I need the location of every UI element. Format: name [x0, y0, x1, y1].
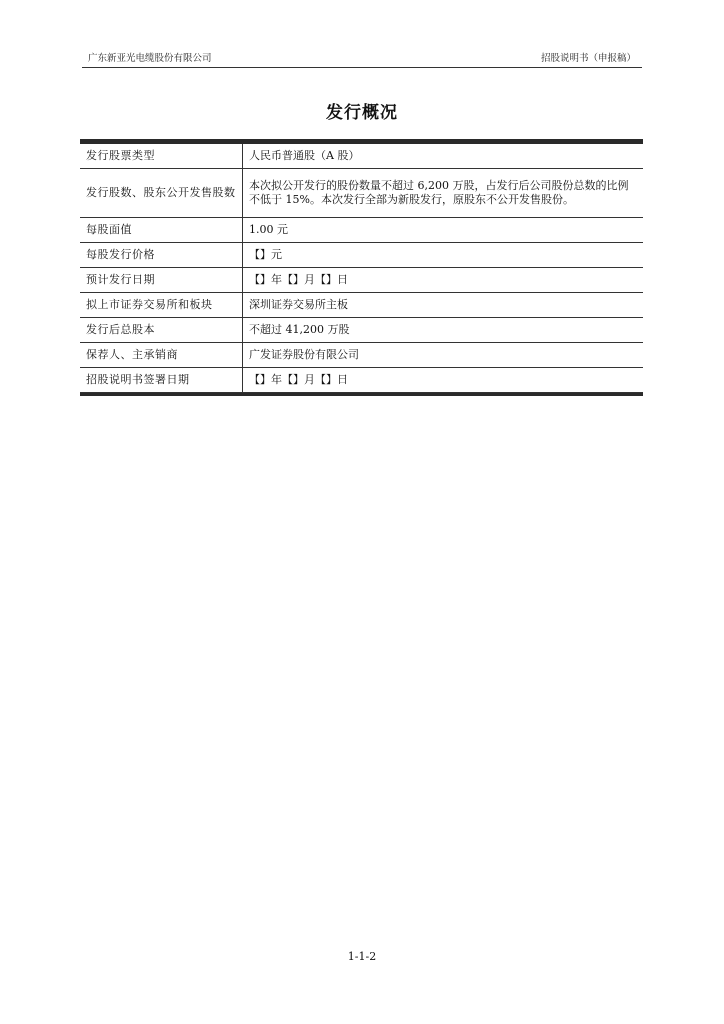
table-row [80, 243, 643, 268]
row-label: 每股面值 [80, 218, 243, 243]
row-value: 本次拟公开发行的股份数量不超过 6,200 万股，占发行后公司股份总数的比例不低于 15%。本次发行全部为新股发行，原股东不公开发售股份。 [243, 169, 644, 218]
table-row [80, 318, 643, 343]
row-value: 不超过 41,200 万股 [243, 318, 644, 343]
page-number: 1-1-2 [347, 950, 377, 963]
row-label: 每股发行价格 [80, 243, 243, 268]
row-label: 发行后总股本 [80, 318, 243, 343]
row-value: 深圳证券交易所主板 [243, 293, 644, 318]
header-rule [82, 67, 642, 68]
row-label: 保荐人、主承销商 [80, 343, 243, 368]
row-value: 【】年【】月【】日 [243, 368, 644, 393]
row-label: 拟上市证券交易所和板块 [80, 293, 243, 318]
table-row [80, 218, 643, 243]
table-row [80, 343, 643, 368]
row-value: 人民币普通股（A 股） [243, 144, 644, 169]
row-value: 广发证券股份有限公司 [243, 343, 644, 368]
row-label: 发行股票类型 [80, 144, 243, 169]
header-document-type: 招股说明书（申报稿） [540, 53, 636, 64]
page-title: 发行概况 [326, 103, 398, 123]
row-value: 【】年【】月【】日 [243, 268, 644, 293]
row-label: 发行股数、股东公开发售股数 [80, 169, 243, 218]
row-value: 【】元 [243, 243, 644, 268]
table-row [80, 268, 643, 293]
row-label: 招股说明书签署日期 [80, 368, 243, 393]
table-row [80, 169, 643, 218]
table-row [80, 144, 643, 169]
table-bottom-rule [80, 393, 643, 396]
row-value: 1.00 元 [243, 218, 644, 243]
issuance-overview-table [80, 139, 643, 396]
header-company: 广东新亚光电缆股份有限公司 [88, 53, 212, 64]
page-header [82, 52, 642, 66]
row-label: 预计发行日期 [80, 268, 243, 293]
table-row [80, 368, 643, 393]
table-row [80, 293, 643, 318]
